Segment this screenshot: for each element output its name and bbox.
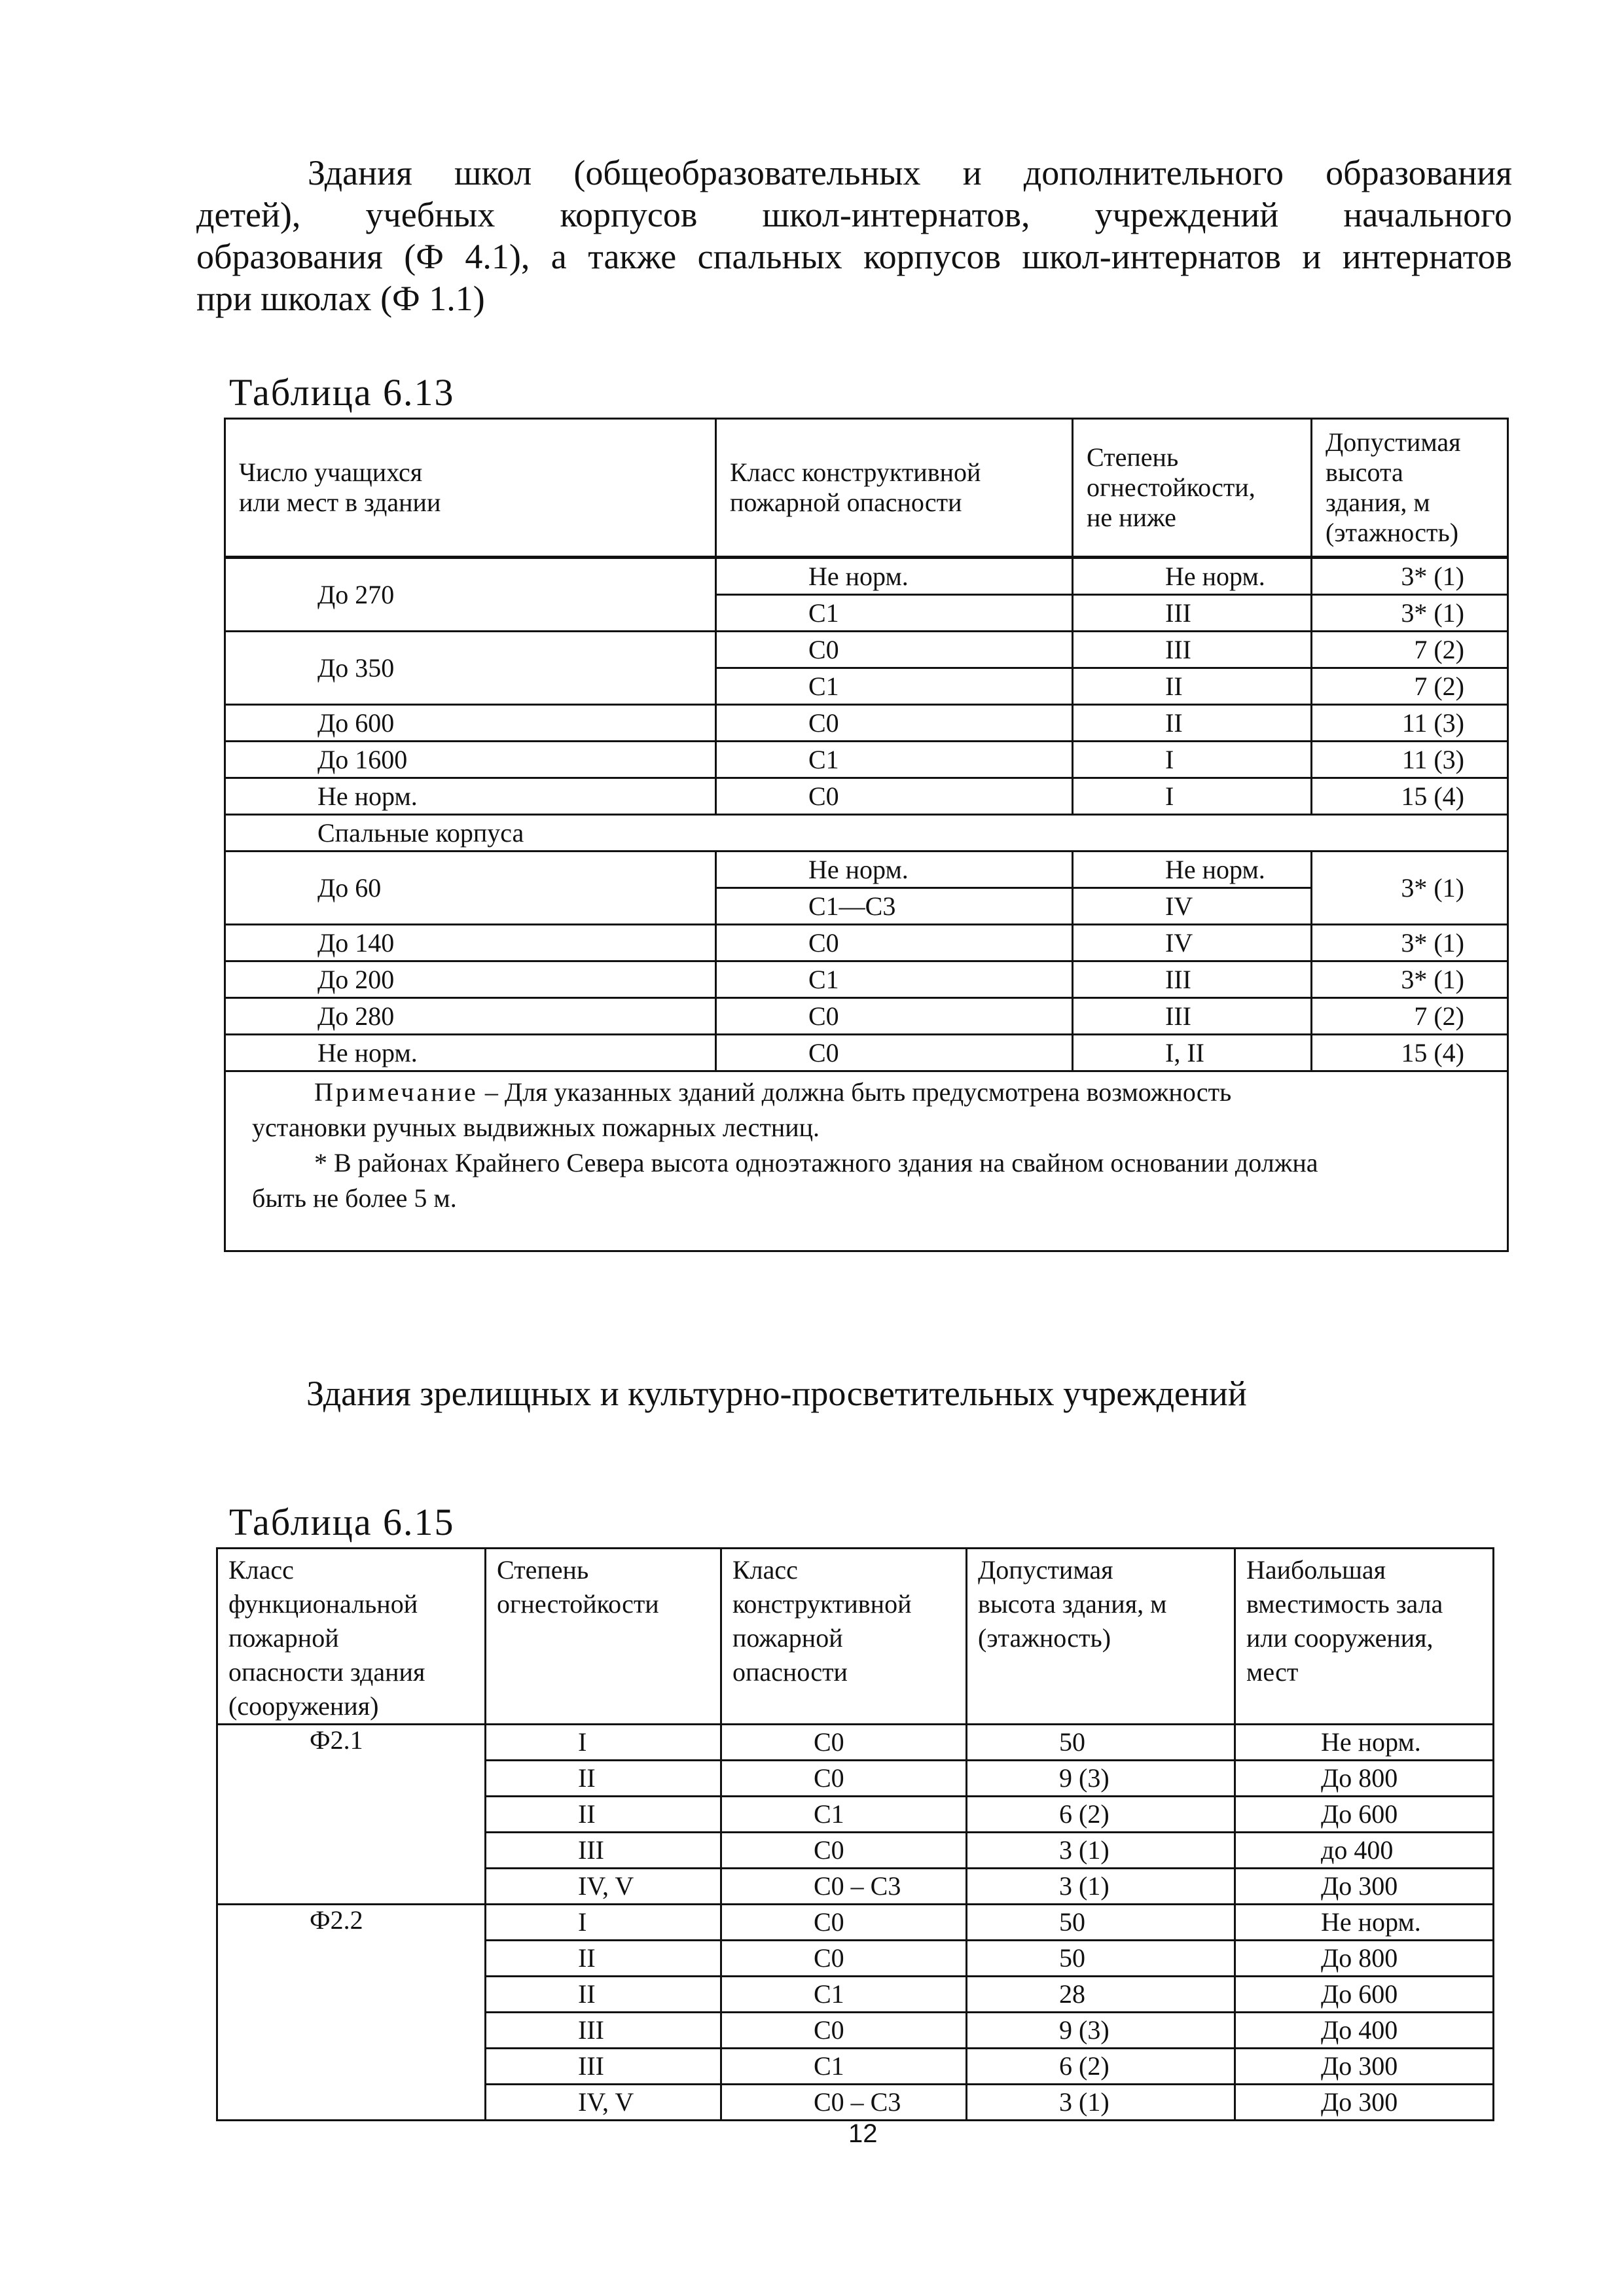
construct-class-cell: С0	[716, 632, 1073, 668]
construct-class-cell: С0	[721, 1833, 967, 1869]
construct-class-cell: С1	[716, 595, 1073, 632]
capacity-cell: Не норм.	[1235, 1905, 1494, 1941]
table-row	[225, 998, 1508, 1035]
fire-resistance-cell: II	[486, 1797, 721, 1833]
section-row	[225, 815, 1508, 852]
construct-class-cell: Не норм.	[716, 558, 1073, 595]
height-cell: 7 (2)	[1312, 632, 1508, 668]
capacity-cell: До 300	[1235, 2085, 1494, 2121]
construct-class-cell: С0 – С3	[721, 2085, 967, 2121]
table-row	[225, 742, 1508, 778]
construct-class-cell: С1	[716, 742, 1073, 778]
construct-class-cell: С0	[721, 1941, 967, 1977]
table-row	[225, 925, 1508, 961]
height-cell: 11 (3)	[1312, 742, 1508, 778]
height-cell: 3 (1)	[967, 2085, 1235, 2121]
construct-class-cell: С0	[721, 1905, 967, 1941]
fire-resistance-cell: Не норм.	[1073, 852, 1312, 888]
capacity-cell: Не норм.	[1235, 1725, 1494, 1761]
capacity-cell: До 800	[1235, 1941, 1494, 1977]
fire-resistance-cell: III	[1073, 632, 1312, 668]
note-line-4: быть не более 5 м.	[252, 1183, 457, 1213]
table-615-caption: Таблица 6.15	[229, 1501, 455, 1543]
intro-paragraph	[196, 152, 1512, 319]
section-heading: Здания зрелищных и культурно-просветительных учреждений	[306, 1374, 1247, 1413]
fire-resistance-cell: II	[1073, 668, 1312, 705]
table-header-row	[225, 419, 1508, 558]
table-row	[225, 1035, 1508, 1071]
intro-line-3: образования (Ф 4.1), а также спальных корпусов школ-интернатов и интернатов	[196, 237, 1512, 276]
row-label: До 60	[225, 852, 716, 925]
row-label: До 350	[225, 632, 716, 705]
capacity-cell: До 300	[1235, 2049, 1494, 2085]
intro-line-1: Здания школ (общеобразовательных и дополнительного образования	[308, 153, 1512, 192]
note-row	[225, 1071, 1508, 1251]
construct-class-cell: С1	[721, 2049, 967, 2085]
construct-class-cell: С0 – С3	[721, 1869, 967, 1905]
height-cell: 28	[967, 1977, 1235, 2013]
height-cell: 11 (3)	[1312, 705, 1508, 742]
row-label: До 600	[225, 705, 716, 742]
capacity-cell: До 400	[1235, 2013, 1494, 2049]
table-row	[217, 1905, 1494, 1941]
construct-class-cell: С1	[721, 1977, 967, 2013]
table-row	[225, 632, 1508, 668]
row-label: До 200	[225, 961, 716, 998]
construct-class-cell: С0	[716, 1035, 1073, 1071]
height-cell: 3* (1)	[1312, 595, 1508, 632]
construct-class-cell: С1	[721, 1797, 967, 1833]
header-cell-2: Степень огнестойкости	[486, 1549, 721, 1725]
fire-resistance-cell: II	[1073, 705, 1312, 742]
height-cell: 3* (1)	[1312, 852, 1508, 925]
construct-class-cell: С1	[716, 961, 1073, 998]
height-cell: 7 (2)	[1312, 998, 1508, 1035]
height-cell: 50	[967, 1905, 1235, 1941]
fire-resistance-cell: III	[486, 2049, 721, 2085]
height-cell: 6 (2)	[967, 1797, 1235, 1833]
height-cell: 3* (1)	[1312, 558, 1508, 595]
height-cell: 3 (1)	[967, 1833, 1235, 1869]
fire-resistance-cell: I	[1073, 742, 1312, 778]
height-cell: 3* (1)	[1312, 961, 1508, 998]
table-row	[225, 558, 1508, 595]
table-613	[224, 418, 1509, 1252]
header-cell-3: Класс конструктивной пожарной опасности	[721, 1549, 967, 1725]
table-header-row	[217, 1549, 1494, 1725]
fire-resistance-cell: IV	[1073, 925, 1312, 961]
table-613-caption: Таблица 6.13	[229, 371, 455, 414]
height-cell: 6 (2)	[967, 2049, 1235, 2085]
capacity-cell: До 600	[1235, 1797, 1494, 1833]
construct-class-cell: Не норм.	[716, 852, 1073, 888]
header-cell-4: Допустимая высота здания, м (этажность)	[1312, 419, 1508, 558]
fire-resistance-cell: II	[486, 1761, 721, 1797]
fire-resistance-cell: I	[486, 1725, 721, 1761]
table-row	[225, 705, 1508, 742]
intro-line-2: детей), учебных корпусов школ-интернатов, учреждений начального	[196, 195, 1512, 234]
row-label: До 1600	[225, 742, 716, 778]
height-cell: 50	[967, 1941, 1235, 1977]
table-note	[225, 1071, 1508, 1251]
fire-resistance-cell: I	[1073, 778, 1312, 815]
row-label: До 280	[225, 998, 716, 1035]
height-cell: 15 (4)	[1312, 778, 1508, 815]
construct-class-cell: С0	[721, 1761, 967, 1797]
note-line-3: * В районах Крайнего Севера высота одноэтажного здания на свайном основании должна	[314, 1148, 1318, 1177]
group-label: Ф2.1	[217, 1725, 486, 1905]
height-cell: 9 (3)	[967, 1761, 1235, 1797]
table-615	[216, 1547, 1494, 2121]
header-cell-1: Число учащихся или мест в здании	[225, 419, 716, 558]
fire-resistance-cell: II	[486, 1977, 721, 2013]
page-number: 12	[848, 2119, 878, 2148]
note-title: Примечание	[314, 1077, 478, 1107]
row-label: До 140	[225, 925, 716, 961]
section-label: Спальные корпуса	[225, 815, 1508, 852]
fire-resistance-cell: I, II	[1073, 1035, 1312, 1071]
fire-resistance-cell: IV, V	[486, 1869, 721, 1905]
table-row	[217, 1725, 1494, 1761]
table-row	[225, 961, 1508, 998]
capacity-cell: До 600	[1235, 1977, 1494, 2013]
row-label: До 270	[225, 558, 716, 632]
height-cell: 3* (1)	[1312, 925, 1508, 961]
construct-class-cell: С0	[716, 778, 1073, 815]
fire-resistance-cell: III	[1073, 595, 1312, 632]
header-cell-2: Класс конструктивной пожарной опасности	[716, 419, 1073, 558]
header-cell-3: Степень огнестойкости, не ниже	[1073, 419, 1312, 558]
fire-resistance-cell: II	[486, 1941, 721, 1977]
fire-resistance-cell: IV	[1073, 888, 1312, 925]
fire-resistance-cell: Не норм.	[1073, 558, 1312, 595]
intro-line-4: при школах (Ф 1.1)	[196, 279, 485, 318]
row-label: Не норм.	[225, 1035, 716, 1071]
fire-resistance-cell: IV, V	[486, 2085, 721, 2121]
capacity-cell: До 800	[1235, 1761, 1494, 1797]
capacity-cell: до 400	[1235, 1833, 1494, 1869]
header-cell-1: Класс функциональной пожарной опасности здания (сооружения)	[217, 1549, 486, 1725]
table-row	[225, 778, 1508, 815]
height-cell: 7 (2)	[1312, 668, 1508, 705]
construct-class-cell: С0	[716, 925, 1073, 961]
capacity-cell: До 300	[1235, 1869, 1494, 1905]
height-cell: 3 (1)	[967, 1869, 1235, 1905]
fire-resistance-cell: III	[486, 1833, 721, 1869]
table-row	[225, 852, 1508, 888]
construct-class-cell: С0	[716, 998, 1073, 1035]
header-cell-4: Допустимая высота здания, м (этажность)	[967, 1549, 1235, 1725]
row-label: Не норм.	[225, 778, 716, 815]
header-cell-5: Наибольшая вместимость зала или сооружения, мест	[1235, 1549, 1494, 1725]
construct-class-cell: С1	[716, 668, 1073, 705]
note-line-2: установки ручных выдвижных пожарных лестниц.	[252, 1113, 820, 1142]
construct-class-cell: С0	[716, 705, 1073, 742]
construct-class-cell: С0	[721, 2013, 967, 2049]
note-line-1: Примечание – Для указанных зданий должна быть предусмотрена возможность	[314, 1077, 1232, 1107]
construct-class-cell: С1—С3	[716, 888, 1073, 925]
group-label: Ф2.2	[217, 1905, 486, 2121]
height-cell: 50	[967, 1725, 1235, 1761]
fire-resistance-cell: III	[1073, 998, 1312, 1035]
fire-resistance-cell: I	[486, 1905, 721, 1941]
height-cell: 9 (3)	[967, 2013, 1235, 2049]
fire-resistance-cell: III	[1073, 961, 1312, 998]
height-cell: 15 (4)	[1312, 1035, 1508, 1071]
fire-resistance-cell: III	[486, 2013, 721, 2049]
construct-class-cell: С0	[721, 1725, 967, 1761]
